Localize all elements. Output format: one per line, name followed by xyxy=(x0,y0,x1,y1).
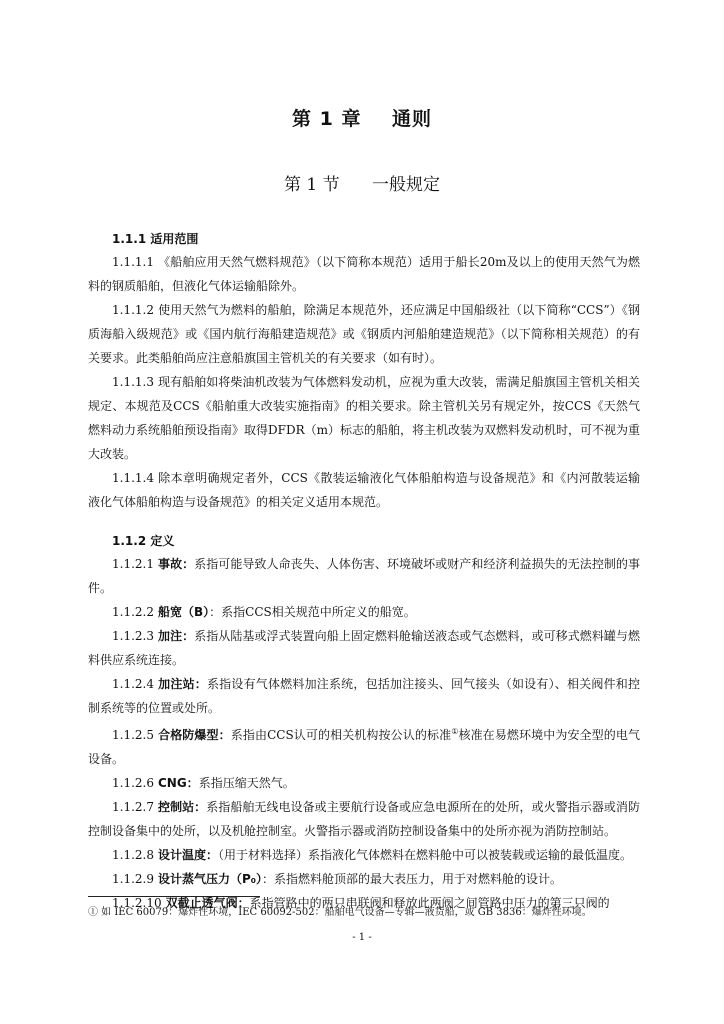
footnote-divider xyxy=(88,896,260,897)
clause-number: 1.1.2.4 xyxy=(112,677,154,691)
page-number: - 1 - xyxy=(352,932,372,943)
defined-term: 加注站： xyxy=(157,677,207,691)
definition-1-1-2-7 xyxy=(88,795,640,843)
defined-term: 合格防爆型： xyxy=(157,728,231,742)
defined-term: 船宽（B） xyxy=(157,605,210,619)
definition-1-1-2-3 xyxy=(88,624,640,672)
definition-1-1-2-1 xyxy=(88,552,640,600)
defined-term: 事故： xyxy=(157,557,195,571)
definition-text-cont: 核准在易燃环境中为安全型的电气设备。 xyxy=(88,728,640,766)
defined-term: CNG： xyxy=(157,776,199,790)
defined-term: 双截止透气阀： xyxy=(165,896,250,910)
definition-1-1-2-2 xyxy=(88,600,640,624)
definition-text: 系指船舶无线电设备或主要航行设备或应急电源所在的处所，或火警指示器或消防控制设备集中的处所，以及机舱控制室。火警指示器或消防控制设备集中的处所亦视为消防控制站。 xyxy=(88,800,640,838)
clause-1-1-1-3 xyxy=(88,370,640,466)
clause-number: 1.1.2.7 xyxy=(112,800,154,814)
clause-number: 1.1.1.2 xyxy=(112,303,154,317)
clause-1-1-1-4 xyxy=(88,466,640,514)
definition-text: （用于材料选择）系指液化气体燃料在燃料舱中可以被装载或运输的最低温度。 xyxy=(218,848,633,862)
clause-text: 使用天然气为燃料的船舶，除满足本规范外，还应满足中国船级社（以下简称“CCS”）《钢质海船入级规范》或《国内航行海船建造规范》或《钢质内河船舶建造规范》（以下简称相关规范）的有关要求。此类船舶尚应注意船旗国主管机关的有关要求（如有时）。 xyxy=(88,303,640,365)
clause-number: 1.1.2.3 xyxy=(112,629,154,643)
footnote: ① 如 IEC 60079：爆炸性环境，IEC 60092-502：船舶电气设备—专辑—液货船，或 GB 3836：爆炸性环境。 xyxy=(88,907,592,918)
defined-term: 设计蒸气压力（P₀） xyxy=(157,872,263,886)
subsection-heading-scope: 1.1.1 适用范围 xyxy=(112,232,199,246)
definition-text: 系指可能导致人命丧失、人体伤害、环境破坏或财产和经济利益损失的无法控制的事件。 xyxy=(88,557,640,595)
clause-number: 1.1.2.8 xyxy=(112,848,154,862)
document-body xyxy=(88,230,640,915)
definition-text: 系指由CCS认可的相关机构按公认的标准 xyxy=(230,728,452,742)
clause-number: 1.1.2.10 xyxy=(112,896,162,910)
clause-text: 除本章明确规定者外，CCS《散装运输液化气体船舶构造与设备规范》和《内河散装运输液化气体船舶构造与设备规范》的相关定义适用本规范。 xyxy=(88,471,640,509)
definition-1-1-2-5 xyxy=(88,720,640,771)
definition-text: ：系指CCS相关规范中所定义的船宽。 xyxy=(209,605,416,619)
subsection-heading-definitions: 1.1.2 定义 xyxy=(112,534,175,548)
definition-1-1-2-8 xyxy=(88,843,640,867)
clause-number: 1.1.2.9 xyxy=(112,872,154,886)
footnote-marker: ① xyxy=(451,727,459,736)
clause-number: 1.1.2.2 xyxy=(112,605,154,619)
clause-number: 1.1.1.3 xyxy=(112,375,154,389)
defined-term: 设计温度： xyxy=(157,848,218,862)
definition-1-1-2-9 xyxy=(88,867,640,891)
clause-number: 1.1.2.5 xyxy=(112,728,154,742)
defined-term: 控制站： xyxy=(157,800,207,814)
clause-text: 《船舶应用天然气燃料规范》（以下简称本规范）适用于船长20m及以上的使用天然气为燃料的钢质船舶，但液化气体运输船除外。 xyxy=(88,255,640,293)
clause-1-1-1-2 xyxy=(88,298,640,370)
clause-text: 现有船舶如将柴油机改装为气体燃料发动机，应视为重大改装，需满足船旗国主管机关相关规定、本规范及CCS《船舶重大改装实施指南》的相关要求。除主管机关另有规定外，按CCS《天然气燃料动力系统船舶预设指南》取得DFDR（m）标志的船舶，将主机改装为双燃料发动机时，可不视为重大改装。 xyxy=(88,375,640,461)
definition-text: 系指从陆基或浮式装置向船上固定燃料舱输送液态或气态燃料，或可移式燃料罐与燃料供应系统连接。 xyxy=(88,629,640,667)
definition-text: 系指压缩天然气。 xyxy=(198,776,295,790)
definition-1-1-2-6 xyxy=(88,771,640,795)
clause-number: 1.1.1.1 xyxy=(112,255,154,269)
spacer xyxy=(88,514,640,532)
defined-term: 加注： xyxy=(157,629,195,643)
definition-text: ：系指燃料舱顶部的最大表压力，用于对燃料舱的设计。 xyxy=(262,872,563,886)
definition-text: 系指管路中的两只串联阀和释放此两阀之间管路中压力的第三只阀的 xyxy=(249,896,610,910)
chapter-title: 第 1 章 通则 xyxy=(292,108,432,130)
clause-number: 1.1.2.6 xyxy=(112,776,154,790)
section-title: 第 1 节 一般规定 xyxy=(283,175,441,195)
definition-1-1-2-4 xyxy=(88,672,640,720)
clause-number: 1.1.2.1 xyxy=(112,557,154,571)
clause-1-1-1-1 xyxy=(88,250,640,298)
clause-number: 1.1.1.4 xyxy=(112,471,154,485)
definition-text: 系指设有气体燃料加注系统，包括加注接头、回气接头（如设有）、相关阀件和控制系统等的位置或处所。 xyxy=(88,677,640,715)
